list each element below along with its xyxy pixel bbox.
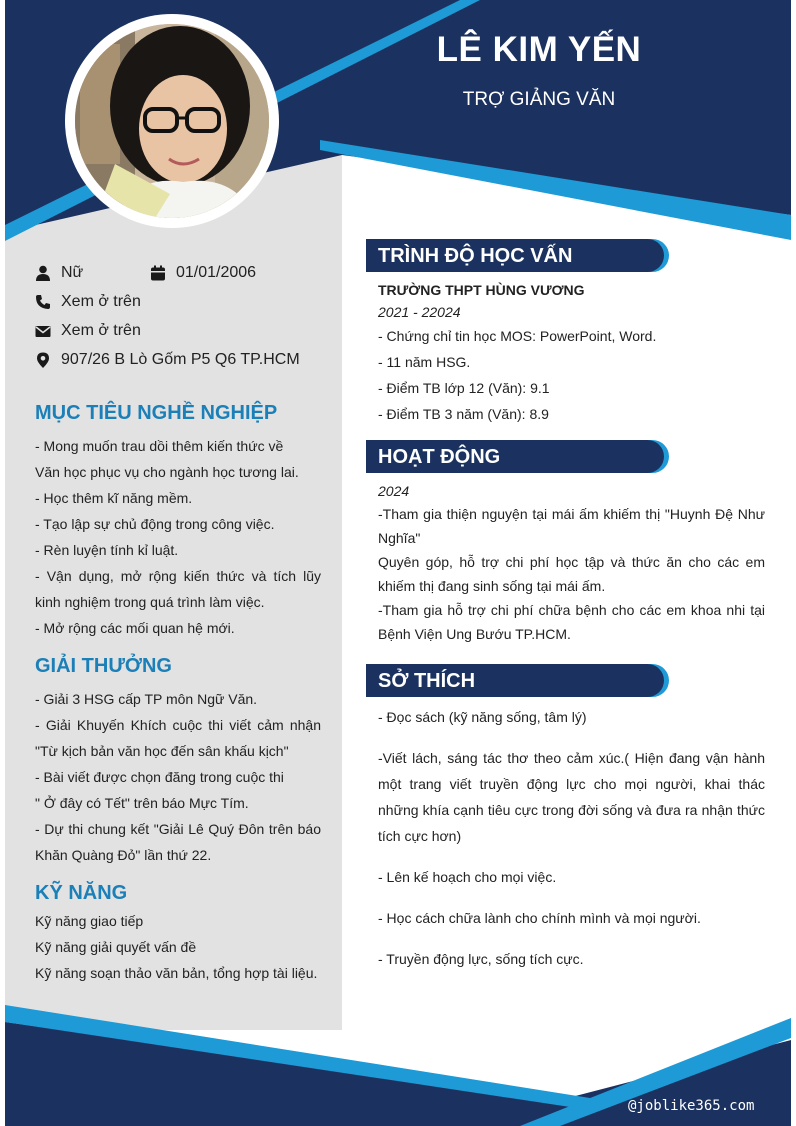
phone-value: Xem ở trên: [61, 293, 141, 310]
contact-email: [35, 322, 141, 340]
phone-icon: [35, 294, 51, 310]
list-item: Kỹ năng giải quyết vấn đề: [35, 939, 197, 955]
calendar-icon: [150, 265, 166, 281]
activities-title: HOẠT ĐỘNG: [366, 440, 664, 473]
hobbies-section: [378, 704, 765, 987]
list-item: - Mong muốn trau dồi thêm kiến thức về: [35, 438, 284, 454]
list-item: - Giải Khuyến Khích cuộc thi viết cảm nhận "Từ kịch bản văn học đến sân khấu kịch": [35, 717, 321, 759]
list-item: Văn học phục vụ cho ngành học tương lai.: [35, 464, 299, 480]
list-item: - Học thêm kĩ năng mềm.: [35, 490, 193, 506]
list-item: - Chứng chỉ tin học MOS: PowerPoint, Word.: [378, 328, 657, 344]
list-item: - Bài viết được chọn đăng trong cuộc thi: [35, 769, 284, 785]
list-item: - Tạo lập sự chủ động trong công việc.: [35, 516, 275, 532]
location-pin-icon: [35, 352, 51, 368]
list-item: - 11 năm HSG.: [378, 354, 471, 370]
activities-section: [378, 480, 765, 646]
list-item: - Học cách chữa lành cho chính mình và mọi người.: [378, 910, 701, 926]
watermark-text: @joblike365.com: [628, 1098, 755, 1114]
contact-gender: [35, 264, 83, 282]
objective-list: [35, 433, 321, 641]
school-name: TRƯỜNG THPT HÙNG VƯƠNG: [378, 282, 585, 298]
profile-photo-frame: [65, 14, 279, 228]
education-title: TRÌNH ĐỘ HỌC VẤN: [366, 239, 664, 272]
candidate-role: TRỢ GIẢNG VĂN: [462, 89, 616, 110]
hobbies-title: SỞ THÍCH: [366, 664, 664, 697]
list-item: - Rèn luyện tính kỉ luật.: [35, 542, 179, 558]
address-value: 907/26 B Lò Gốm P5 Q6 TP.HCM: [61, 351, 300, 368]
list-item: -Tham gia hỗ trợ chi phí chữa bệnh cho các em khoa nhi tại Bệnh Viện Ung Bướu TP.HCM.: [378, 602, 765, 642]
objective-title: MỤC TIÊU NGHỀ NGHIỆP: [35, 402, 278, 424]
mail-icon: [35, 323, 51, 339]
contact-birthdate: [150, 264, 256, 282]
list-item: " Ở đây có Tết" trên báo Mực Tím.: [35, 795, 249, 811]
contact-address: [35, 351, 300, 369]
awards-title: GIẢI THƯỞNG: [35, 655, 172, 677]
list-item: - Đọc sách (kỹ năng sống, tâm lý): [378, 709, 587, 725]
list-item: - Giải 3 HSG cấp TP môn Ngữ Văn.: [35, 691, 258, 707]
contact-phone: [35, 293, 141, 311]
activity-year: 2024: [378, 483, 410, 499]
list-item: - Mở rộng các mối quan hệ mới.: [35, 620, 235, 636]
gender-value: Nữ: [61, 264, 84, 281]
profile-photo: [75, 24, 269, 218]
list-item: Kỹ năng soạn thảo văn bản, tổng hợp tài liệu.: [35, 965, 318, 981]
candidate-name: LÊ KIM YẾN: [436, 30, 642, 69]
list-item: - Vận dụng, mở rộng kiến thức và tích lũy kinh nghiệm trong quá trình làm việc.: [35, 568, 321, 610]
list-item: -Tham gia thiện nguyện tại mái ấm khiếm thị "Huynh Đệ Như Nghĩa": [378, 506, 765, 546]
person-icon: [35, 265, 51, 281]
education-period: 2021 - 22024: [378, 304, 461, 320]
email-value: Xem ở trên: [61, 322, 141, 339]
list-item: - Điểm TB 3 năm (Văn): 8.9: [378, 406, 549, 422]
skills-title: KỸ NĂNG: [35, 882, 128, 904]
birthdate-value: 01/01/2006: [176, 264, 257, 281]
list-item: Kỹ năng giao tiếp: [35, 913, 144, 929]
list-item: - Điểm TB lớp 12 (Văn): 9.1: [378, 380, 550, 396]
education-section: [378, 279, 765, 427]
list-item: Quyên góp, hỗ trợ chi phí học tập và thức ăn cho các em khiếm thị đang sinh sống tại mái ấm.: [378, 554, 765, 594]
list-item: - Dự thi chung kết "Giải Lê Quý Đôn trên báo Khăn Quàng Đỏ" lần thứ 22.: [35, 821, 321, 863]
list-item: -Viết lách, sáng tác thơ theo cảm xúc.( Hiện đang vận hành một trang viết truyền động lực cho mọi người, khai thác những khía cạnh tiêu cực trong đời sống và đưa ra nhận thức tích cực hơn): [378, 750, 765, 844]
list-item: - Lên kế hoạch cho mọi việc.: [378, 869, 557, 885]
skills-list: [35, 908, 321, 986]
list-item: - Truyền động lực, sống tích cực.: [378, 951, 584, 967]
awards-list: [35, 686, 321, 868]
